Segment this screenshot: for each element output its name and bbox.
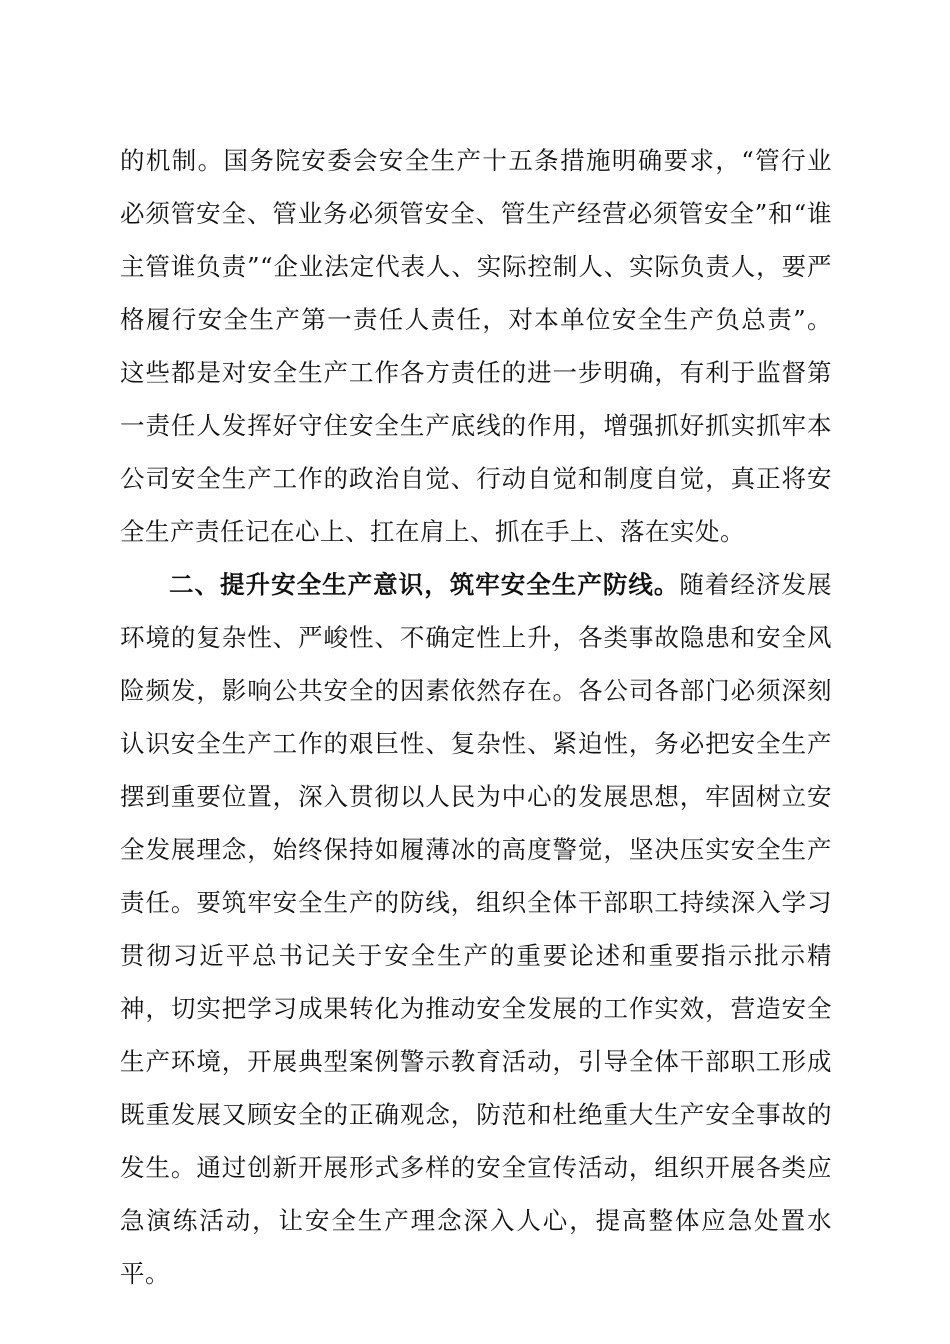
section-2-heading: 二、提升安全生产意识，筑牢安全生产防线。 — [169, 570, 680, 599]
paragraph-section-2 — [120, 558, 832, 1300]
paragraph-continuation: 的机制。国务院安委会安全生产十五条措施明确要求，“管行业必须管安全、管业务必须管安全、管生产经营必须管安全”和“谁主管谁负责”“企业法定代表人、实际控制人、实际负责人，要严格履行安全生产第一责任人责任，对本单位安全生产负总责”。这些都是对安全生产工作各方责任的进一步明确，有利于监督第一责任人发挥好守住安全生产底线的作用，增强抓好抓实抓牢本公司安全生产工作的政治自觉、行动自觉和制度自觉，真正将安全生产责任记在心上、扛在肩上、抓在手上、落在实处。 — [120, 146, 832, 546]
section-2-body: 随着经济发展环境的复杂性、严峻性、不确定性上升，各类事故隐患和安全风险频发，影响公共安全的因素依然存在。各公司各部门必须深刻认识安全生产工作的艰巨性、复杂性、紧迫性，务必把安全生产摆到重要位置，深入贯彻以人民为中心的发展思想，牢固树立安全发展理念，始终保持如履薄冰的高度警觉，坚决压实安全生产责任。要筑牢安全生产的防线，组织全体干部职工持续深入学习贯彻习近平总书记关于安全生产的重要论述和重要指示批示精神，切实把学习成果转化为推动安全发展的工作实效，营造安全生产环境，开展典型案例警示教育活动，引导全体干部职工形成既重发展又顾安全的正确观念，防范和杜绝重大生产安全事故的发生。通过创新开展形式多样的安全宣传活动，组织开展各类应急演练活动，让安全生产理念深入人心，提高整体应急处置水平。 — [120, 570, 833, 1288]
document-body — [120, 134, 832, 1300]
